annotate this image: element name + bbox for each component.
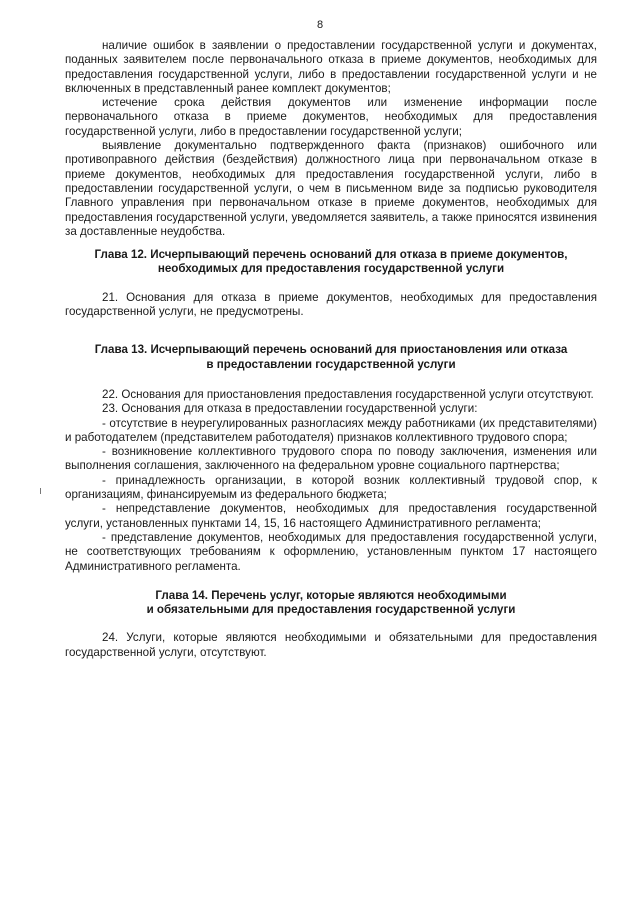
paragraph-24: 24. Услуги, которые являются необходимыми и обязательными для предоставления государственной услуги, отсутствуют. — [65, 631, 597, 659]
paragraph-21: 21. Основания для отказа в приеме документов, необходимых для предоставления государственной услуги, не предусмотрены. — [65, 290, 597, 319]
spacer — [65, 239, 597, 248]
list-item-documents-noncompliant: - представление документов, необходимых для предоставления государственной услуги, не соответствующих требованиям к оформлению, установленным пунктом 17 настоящего Административного регламента. — [65, 530, 597, 573]
chapter-13-heading — [65, 343, 597, 372]
margin-mark — [40, 488, 41, 494]
chapter-12-heading-line-1: Глава 12. Исчерпывающий перечень оснований для отказа в приеме документов, — [94, 248, 568, 262]
spacer — [65, 277, 597, 291]
spacer — [65, 319, 597, 343]
spacer — [65, 617, 597, 631]
chapter-12-heading-line-2: необходимых для предоставления государственной услуги — [157, 262, 505, 276]
chapter-14-heading-line-2: и обязательными для предоставления государственной услуги — [146, 603, 516, 617]
spacer — [65, 574, 597, 589]
chapter-13-heading-line-1: Глава 13. Исчерпывающий перечень оснований для приостановления или отказа — [94, 343, 568, 357]
chapter-14-heading-line-1: Глава 14. Перечень услуг, которые являются необходимыми — [155, 588, 507, 602]
paragraph-erroneous-action: выявление документально подтвержденного факта (признаков) ошибочного или противоправного действия (бездействия) должностного лица при первоначальном отказе в приеме документов, необходимых для предоставления государственной услуги, либо в предоставлении государственной услуги, о чем в письменном виде за подписью руководителя Главного управления при первоначальном отказе в приеме документов, необходимых для предоставления государственной услуги, уведомляется заявитель, а также приносятся извинения за доставленные неудобства. — [65, 139, 597, 238]
list-item-no-dispute-signs: - отсутствие в неурегулированных разногласиях между работниками (их представителями) и работодателем (представителем работодателя) признаков коллективного трудового спора; — [65, 416, 597, 444]
list-item-federal-level-dispute: - возникновение коллективного трудового спора по поводу заключения, изменения или выполнения соглашения, заключенного на федеральном уровне социального партнерства; — [65, 445, 597, 473]
chapter-12-heading — [65, 248, 597, 277]
paragraph-22: 22. Основания для приостановления предоставления государственной услуги отсутствуют. — [102, 387, 594, 401]
paragraph-document-expiry: истечение срока действия документов или изменение информации после первоначального отказа в приеме документов, необходимых для предоставления государственной услуги, либо в предоставлении государственной услуги; — [65, 96, 597, 138]
page-number: 8 — [316, 19, 324, 31]
chapter-13-heading-line-2: в предоставлении государственной услуги — [206, 357, 456, 371]
chapter-14-heading — [65, 589, 597, 618]
list-item-documents-not-submitted: - непредставление документов, необходимых для предоставления государственной услуги, установленных пунктами 14, 15, 16 настоящего Административного регламента; — [65, 502, 597, 530]
paragraph-23: 23. Основания для отказа в предоставлении государственной услуги: — [102, 402, 478, 416]
paragraph-errors-in-application: наличие ошибок в заявлении о предоставлении государственной услуги и документах, поданных заявителем после первоначального отказа в приеме документов, необходимых для предоставления государственной услуги, либо в предоставлении государственной услуги и не включенных в представленный ранее комплект документов; — [65, 39, 597, 95]
document-body — [65, 39, 597, 660]
spacer — [65, 372, 597, 388]
list-item-federal-budget-organization: - принадлежность организации, в которой возник коллективный трудовой спор, к организациям, финансируемым из федерального бюджета; — [65, 473, 597, 502]
